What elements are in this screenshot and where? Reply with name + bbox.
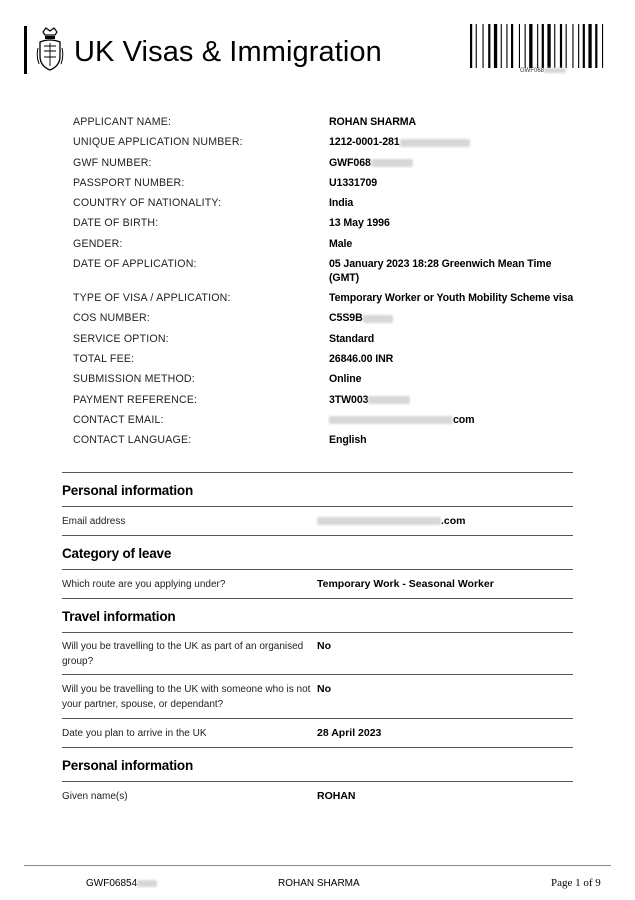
question-answer: 28 April 2023 [317,726,382,739]
summary-row [73,372,593,392]
summary-row [73,433,593,453]
summary-label: COUNTRY OF NATIONALITY: [73,197,222,210]
summary-row [73,332,593,352]
summary-row [73,156,593,176]
summary-label: TOTAL FEE: [73,352,135,365]
summary-label: COS NUMBER: [73,312,150,325]
section-title: Personal information [62,748,573,782]
question-row [62,507,573,536]
question-row [62,719,573,748]
footer-gwf: GWF06854 [86,878,157,889]
section-title: Travel information [62,599,573,633]
page-number: Page 1 of 9 [551,877,601,889]
question-row [62,570,573,599]
document-header [0,0,635,90]
summary-row [73,257,593,291]
summary-value: 1212-0001-281 [329,135,569,155]
summary-label: CONTACT EMAIL: [73,413,164,426]
section-title: Personal information [62,472,573,507]
summary-value: Standard [329,332,375,345]
summary-row [73,237,593,257]
redaction [363,315,393,323]
brand-title: UK Visas & Immigration [74,36,382,68]
question-label: Date you plan to arrive in the UK [62,727,207,739]
question-answer: ROHAN [317,789,356,802]
question-row [62,675,573,719]
summary-row [73,176,593,196]
redaction [317,517,441,525]
summary-value: com [329,413,569,433]
summary-value: 13 May 1996 [329,217,390,230]
summary-value: 26846.00 INR [329,352,394,365]
summary-value: U1331709 [329,176,378,189]
barcode [470,24,612,70]
question-label: Will you be travelling to the UK with someone who is not your partner, spouse, or dependant? [62,684,311,710]
redaction [371,159,413,167]
summary-value: Online [329,373,362,386]
section-title: Category of leave [62,536,573,570]
summary-row [73,115,593,135]
summary-value: English [329,434,367,447]
question-answer: .com [317,514,466,529]
summary-label: UNIQUE APPLICATION NUMBER: [73,136,243,149]
summary-label: PAYMENT REFERENCE: [73,393,198,406]
royal-crest-icon [36,26,64,74]
summary-value: ROHAN SHARMA [329,116,417,128]
summary-value: 3TW003 [329,393,569,413]
redaction [368,396,410,404]
summary-label: TYPE OF VISA / APPLICATION: [73,292,231,305]
summary-value: India [329,197,354,210]
summary-label: GENDER: [73,237,123,250]
question-answer: Temporary Work - Seasonal Worker [317,577,494,590]
summary-label: APPLICANT NAME: [73,116,172,128]
summary-label: SERVICE OPTION: [73,332,169,345]
application-summary [73,115,593,453]
question-label: Which route are you applying under? [62,578,226,590]
summary-label: GWF NUMBER: [73,156,152,169]
redaction [137,880,157,887]
summary-value: Temporary Worker or Youth Mobility Scheme visa [329,292,574,305]
summary-row [73,413,593,433]
summary-label: SUBMISSION METHOD: [73,373,195,386]
summary-value: C5S9B [329,311,569,331]
summary-row [73,291,593,311]
question-row [62,633,573,675]
footer-divider [24,865,611,866]
summary-label: DATE OF APPLICATION: [73,258,197,271]
redaction [329,416,453,424]
barcode-text: GWF068 [520,68,566,74]
question-row [62,782,573,810]
summary-label: PASSPORT NUMBER: [73,176,185,189]
redaction [400,139,470,147]
redaction [544,68,566,73]
header-divider [24,26,27,74]
summary-value: Male [329,237,353,250]
summary-value: 05 January 2023 18:28 Greenwich Mean Time (GMT) [329,258,552,285]
summary-row [73,352,593,372]
summary-value: GWF068 [329,156,569,176]
summary-row [73,135,593,155]
question-label: Email address [62,515,126,527]
question-label: Given name(s) [62,790,128,802]
summary-row [73,311,593,331]
footer-name: ROHAN SHARMA [278,878,360,889]
question-label: Will you be travelling to the UK as part of an organised group? [62,641,304,667]
summary-row [73,196,593,216]
summary-row [73,393,593,413]
summary-label: DATE OF BIRTH: [73,217,159,230]
summary-row [73,216,593,236]
application-sections [62,472,573,810]
question-answer: No [317,640,331,652]
question-answer: No [317,683,331,695]
summary-label: CONTACT LANGUAGE: [73,434,192,447]
